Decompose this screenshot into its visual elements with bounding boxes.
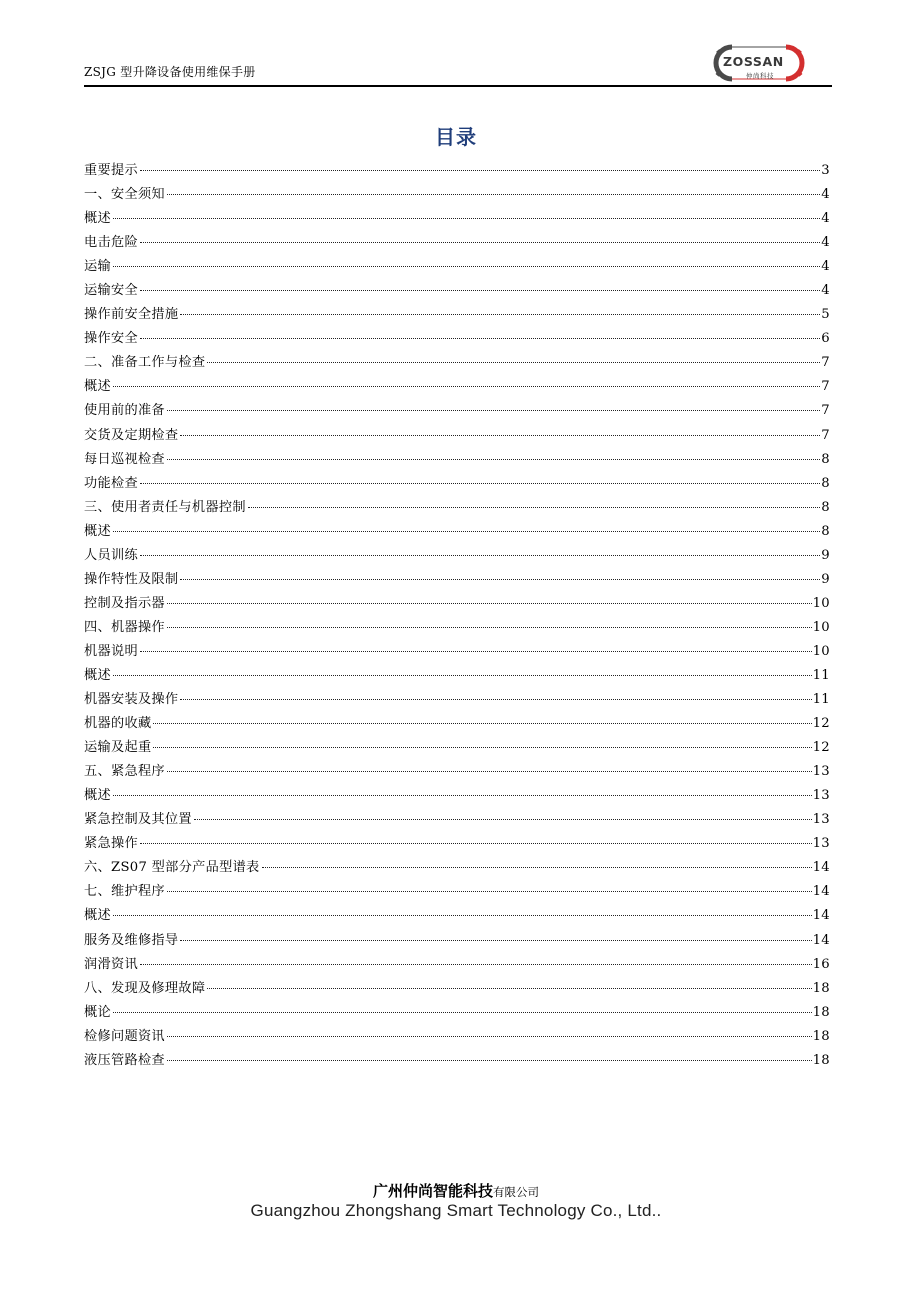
toc-entry[interactable]	[84, 183, 830, 207]
toc-entry-label: 五、紧急程序	[84, 764, 165, 780]
toc-entry[interactable]	[84, 520, 830, 544]
toc-entry-page: 4	[821, 211, 830, 227]
toc-entry-page: 18	[812, 1004, 830, 1020]
toc-entry-label: 机器说明	[84, 643, 138, 659]
toc-dot-leader	[140, 338, 820, 339]
toc-entry[interactable]	[84, 616, 830, 640]
toc-entry[interactable]	[84, 977, 830, 1001]
toc-entry[interactable]	[84, 351, 830, 375]
toc-entry-page: 7	[821, 355, 830, 371]
company-name-suffix: 有限公司	[493, 1185, 539, 1199]
toc-dot-leader	[113, 266, 820, 267]
toc-entry-label: 概述	[84, 788, 111, 804]
toc-entry[interactable]	[84, 784, 830, 808]
toc-dot-leader	[167, 1060, 812, 1061]
toc-entry[interactable]	[84, 856, 830, 880]
toc-dot-leader	[167, 891, 812, 892]
toc-entry[interactable]	[84, 592, 830, 616]
toc-entry[interactable]	[84, 832, 830, 856]
toc-entry-page: 4	[821, 187, 830, 203]
toc-dot-leader	[180, 314, 820, 315]
toc-dot-leader	[207, 362, 820, 363]
toc-entry-page: 8	[821, 475, 830, 491]
toc-dot-leader	[167, 603, 812, 604]
toc-entry-page: 4	[821, 283, 830, 299]
table-of-contents	[84, 159, 830, 1073]
toc-entry-label: 机器安装及操作	[84, 692, 179, 708]
toc-entry-label: 概述	[84, 523, 111, 539]
toc-dot-leader	[140, 651, 812, 652]
toc-entry[interactable]	[84, 303, 830, 327]
toc-dot-leader	[113, 386, 820, 387]
toc-entry-page: 14	[812, 932, 830, 948]
toc-entry-label: 润滑资讯	[84, 956, 138, 972]
toc-entry-page: 8	[821, 523, 830, 539]
toc-dot-leader	[113, 675, 812, 676]
toc-entry-label: 每日巡视检查	[84, 451, 165, 467]
toc-entry[interactable]	[84, 640, 830, 664]
toc-dot-leader	[140, 242, 820, 243]
toc-dot-leader	[113, 1012, 812, 1013]
toc-dot-leader	[167, 459, 820, 460]
toc-entry-page: 9	[821, 571, 830, 587]
toc-entry-label: 概述	[84, 667, 111, 683]
toc-entry[interactable]	[84, 688, 830, 712]
toc-entry[interactable]	[84, 424, 830, 448]
toc-entry-page: 7	[821, 403, 830, 419]
toc-entry-page: 14	[812, 884, 830, 900]
toc-entry[interactable]	[84, 1001, 830, 1025]
toc-dot-leader	[180, 435, 820, 436]
company-name-bold: 广州仲尚智能科技	[372, 1182, 493, 1200]
toc-entry-label: 运输安全	[84, 283, 138, 299]
toc-entry[interactable]	[84, 207, 830, 231]
toc-dot-leader	[167, 410, 820, 411]
logo-wordmark: ZOSSAN	[723, 54, 784, 69]
toc-dot-leader	[140, 483, 820, 484]
toc-entry-page: 5	[821, 307, 830, 323]
toc-entry[interactable]	[84, 712, 830, 736]
toc-entry-label: 三、使用者责任与机器控制	[84, 499, 246, 515]
toc-entry-page: 7	[821, 379, 830, 395]
toc-entry[interactable]	[84, 375, 830, 399]
toc-dot-leader	[207, 988, 811, 989]
toc-dot-leader	[180, 940, 811, 941]
toc-entry-page: 4	[821, 259, 830, 275]
toc-entry[interactable]	[84, 472, 830, 496]
toc-entry[interactable]	[84, 568, 830, 592]
toc-dot-leader	[140, 843, 812, 844]
toc-dot-leader	[113, 915, 812, 916]
toc-entry-page: 8	[821, 499, 830, 515]
toc-entry-label: 机器的收藏	[84, 716, 152, 732]
toc-dot-leader	[140, 964, 812, 965]
toc-title: 目录	[435, 125, 477, 149]
toc-entry-label: 电击危险	[84, 235, 138, 251]
toc-entry-page: 12	[812, 716, 830, 732]
toc-dot-leader	[194, 819, 812, 820]
toc-dot-leader	[140, 555, 820, 556]
toc-entry-label: 交货及定期检查	[84, 427, 179, 443]
toc-entry-page: 16	[812, 956, 830, 972]
toc-entry-label: 重要提示	[84, 163, 138, 178]
toc-entry-page: 18	[812, 980, 830, 996]
toc-entry[interactable]	[84, 279, 830, 303]
footer-company-name	[0, 1180, 912, 1201]
toc-entry-label: 紧急操作	[84, 836, 138, 852]
toc-entry-label: 操作前安全措施	[84, 307, 179, 323]
toc-dot-leader	[167, 194, 820, 195]
toc-dot-leader	[248, 507, 820, 508]
toc-entry-label: 四、机器操作	[84, 619, 165, 635]
toc-entry-label: 概述	[84, 379, 111, 395]
toc-entry-label: 检修问题资讯	[84, 1028, 165, 1044]
toc-entry[interactable]	[84, 448, 830, 472]
toc-entry-page: 10	[812, 595, 830, 611]
toc-dot-leader	[113, 218, 820, 219]
toc-entry-page: 13	[812, 788, 830, 804]
toc-dot-leader	[113, 531, 820, 532]
toc-entry-label: 紧急控制及其位置	[84, 812, 192, 828]
toc-entry[interactable]	[84, 231, 830, 255]
toc-entry-page: 18	[812, 1028, 830, 1044]
toc-entry-label: 运输	[84, 259, 111, 275]
toc-entry-label: 操作安全	[84, 331, 138, 347]
toc-dot-leader	[140, 290, 820, 291]
toc-entry-label: 运输及起重	[84, 740, 152, 756]
logo-subtext: 仲尚科技	[746, 72, 774, 80]
toc-dot-leader	[262, 867, 812, 868]
toc-entry-page: 11	[812, 667, 830, 683]
toc-dot-leader	[180, 699, 811, 700]
toc-entry-label: 操作特性及限制	[84, 571, 179, 587]
toc-entry-page: 6	[821, 331, 830, 347]
toc-entry[interactable]	[84, 255, 830, 279]
toc-dot-leader	[180, 579, 820, 580]
toc-entry-label: 概述	[84, 211, 111, 227]
toc-dot-leader	[153, 723, 811, 724]
toc-dot-leader	[140, 170, 820, 171]
page-header	[84, 40, 832, 86]
toc-entry[interactable]	[84, 544, 830, 568]
toc-entry[interactable]	[84, 880, 830, 904]
toc-entry-label: 功能检查	[84, 475, 138, 491]
toc-entry-label: 使用前的准备	[84, 403, 165, 419]
footer-company-name-en: Guangzhou Zhongshang Smart Technology Co., Ltd..	[250, 1201, 662, 1220]
toc-entry[interactable]	[84, 664, 830, 688]
toc-entry-label: 概论	[84, 1004, 111, 1020]
toc-entry[interactable]	[84, 736, 830, 760]
toc-entry-label: 二、准备工作与检查	[84, 355, 206, 371]
toc-entry[interactable]	[84, 760, 830, 784]
toc-entry[interactable]	[84, 929, 830, 953]
toc-entry-label: 人员训练	[84, 547, 138, 563]
toc-entry[interactable]	[84, 327, 830, 351]
toc-entry-label: 一、安全须知	[84, 187, 165, 203]
toc-entry-label: 服务及维修指导	[84, 932, 179, 948]
toc-entry-page: 13	[812, 764, 830, 780]
toc-entry[interactable]	[84, 399, 830, 423]
toc-dot-leader	[113, 795, 812, 796]
toc-dot-leader	[167, 627, 812, 628]
zossan-logo	[712, 43, 806, 83]
toc-entry-label: 八、发现及修理故障	[84, 980, 206, 996]
toc-entry-page: 13	[812, 812, 830, 828]
toc-entry[interactable]	[84, 904, 830, 928]
toc-entry-page: 4	[821, 235, 830, 251]
toc-entry-page: 18	[812, 1052, 830, 1068]
toc-entry[interactable]	[84, 808, 830, 832]
toc-entry[interactable]	[84, 159, 830, 183]
toc-entry[interactable]	[84, 496, 830, 520]
toc-dot-leader	[153, 747, 811, 748]
toc-entry-page: 7	[821, 427, 830, 443]
toc-entry[interactable]	[84, 1025, 830, 1049]
toc-entry-label: 概述	[84, 908, 111, 924]
toc-entry-page: 11	[812, 692, 830, 708]
toc-entry-page: 8	[821, 451, 830, 467]
toc-entry-page: 14	[812, 860, 830, 876]
document-title: ZSJG 型升降设备使用维保手册	[84, 65, 256, 79]
toc-entry-page: 9	[821, 547, 830, 563]
toc-entry-label: 液压管路检查	[84, 1052, 165, 1068]
toc-dot-leader	[167, 1036, 812, 1037]
toc-entry[interactable]	[84, 1049, 830, 1073]
toc-entry[interactable]	[84, 953, 830, 977]
toc-dot-leader	[167, 771, 812, 772]
toc-entry-page: 10	[812, 643, 830, 659]
toc-entry-page: 12	[812, 740, 830, 756]
toc-entry-page: 13	[812, 836, 830, 852]
toc-entry-page: 10	[812, 619, 830, 635]
toc-entry-label: 七、维护程序	[84, 884, 165, 900]
toc-entry-page: 3	[821, 163, 830, 178]
toc-entry-label: 六、ZS07 型部分产品型谱表	[84, 860, 260, 876]
header-divider	[84, 85, 832, 87]
toc-entry-label: 控制及指示器	[84, 595, 165, 611]
toc-entry-page: 14	[812, 908, 830, 924]
